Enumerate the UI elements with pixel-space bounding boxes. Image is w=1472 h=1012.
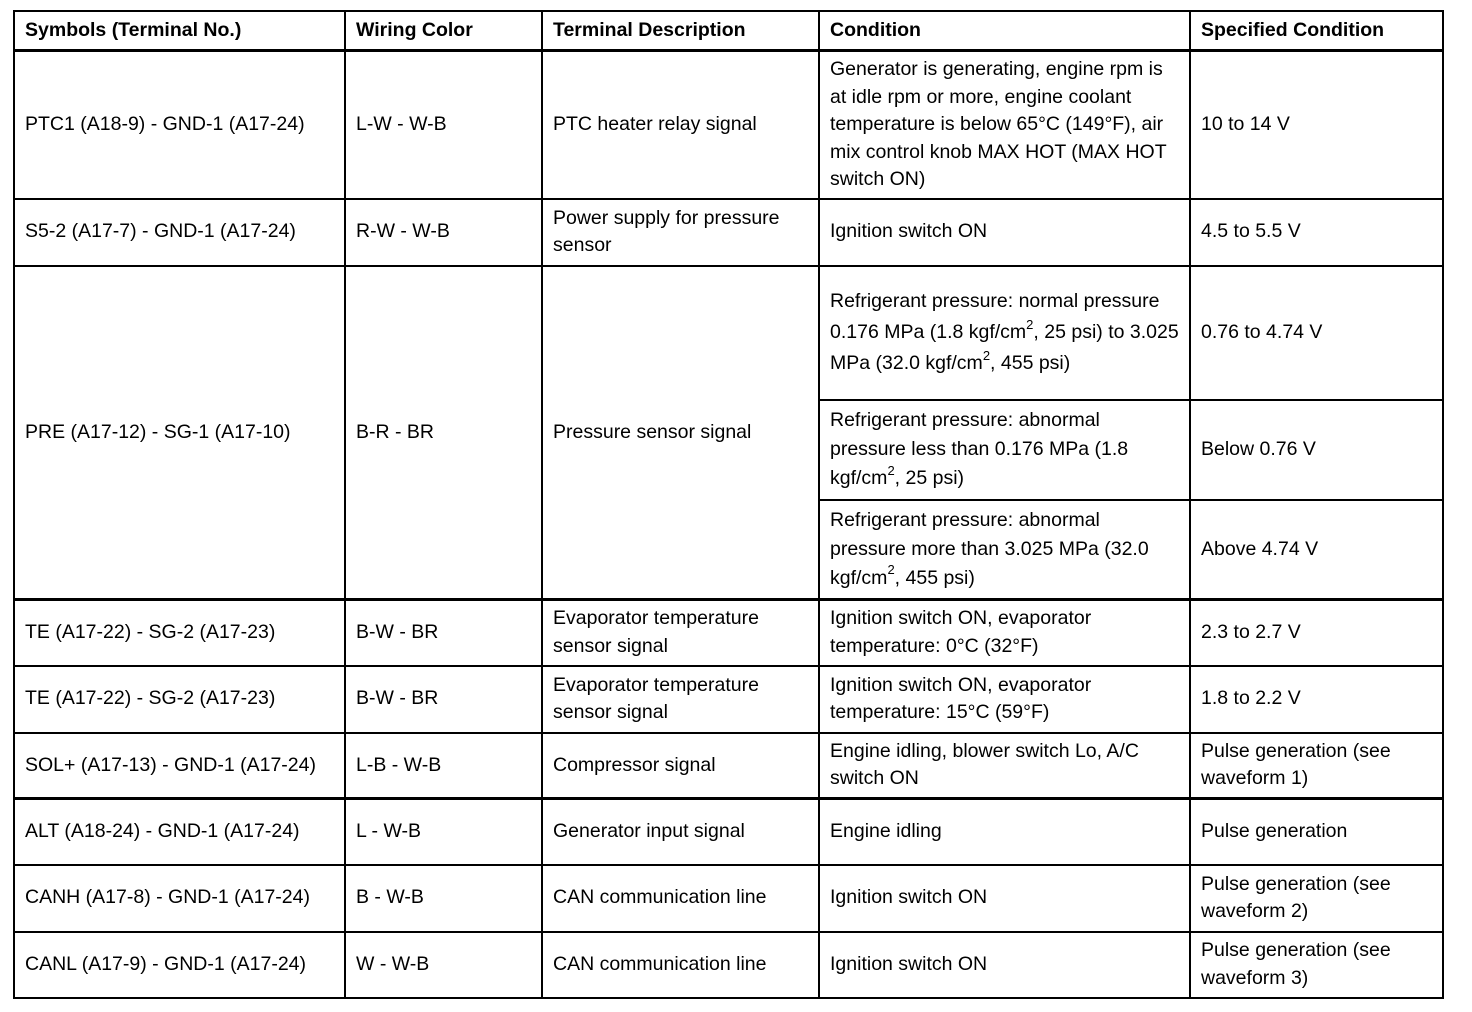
- header-row: [14, 11, 1443, 51]
- cell-symbols: PRE (A17-12) - SG-1 (A17-10): [14, 266, 345, 600]
- cell-terminal-description: PTC heater relay signal: [542, 51, 819, 199]
- cell-wiring-color: L-B - W-B: [345, 733, 542, 799]
- table-row: [14, 932, 1443, 998]
- cell-specified-condition: 1.8 to 2.2 V: [1190, 666, 1443, 733]
- cell-specified-condition: 0.76 to 4.74 V: [1190, 266, 1443, 400]
- cell-specified-condition: 2.3 to 2.7 V: [1190, 600, 1443, 666]
- cell-specified-condition: Above 4.74 V: [1190, 500, 1443, 600]
- cell-condition: [819, 266, 1190, 400]
- cell-condition: [819, 500, 1190, 600]
- table-row: [14, 51, 1443, 199]
- cell-symbols: S5-2 (A17-7) - GND-1 (A17-24): [14, 199, 345, 266]
- condition-text: Refrigerant pressure: abnormal pressure less than 0.176 MPa (1.8 kgf/cm: [830, 409, 1129, 489]
- condition-text: , 25 psi) to 3.025 MPa (32.0 kgf/cm: [830, 321, 1179, 374]
- cell-symbols: TE (A17-22) - SG-2 (A17-23): [14, 666, 345, 733]
- cell-condition: Engine idling, blower switch Lo, A/C switch ON: [819, 733, 1190, 799]
- cell-condition: Ignition switch ON: [819, 865, 1190, 932]
- condition-text: , 25 psi): [894, 467, 965, 489]
- cell-condition: [819, 400, 1190, 500]
- cell-condition: Engine idling: [819, 799, 1190, 865]
- table-row: [14, 266, 1443, 400]
- cell-specified-condition: Below 0.76 V: [1190, 400, 1443, 500]
- superscript: 2: [982, 347, 991, 363]
- superscript: 2: [887, 462, 895, 478]
- cell-wiring-color: R-W - W-B: [345, 199, 542, 266]
- cell-wiring-color: B-W - BR: [345, 666, 542, 733]
- cell-wiring-color: L - W-B: [345, 799, 542, 865]
- cell-terminal-description: CAN communication line: [542, 932, 819, 998]
- cell-terminal-description: Evaporator temperature sensor signal: [542, 666, 819, 733]
- cell-wiring-color: B-W - BR: [345, 600, 542, 666]
- table-row: [14, 799, 1443, 865]
- cell-symbols: CANH (A17-8) - GND-1 (A17-24): [14, 865, 345, 932]
- cell-symbols: TE (A17-22) - SG-2 (A17-23): [14, 600, 345, 666]
- table-row: [14, 666, 1443, 733]
- cell-terminal-description: Evaporator temperature sensor signal: [542, 600, 819, 666]
- cell-specified-condition: Pulse generation: [1190, 799, 1443, 865]
- cell-symbols: SOL+ (A17-13) - GND-1 (A17-24): [14, 733, 345, 799]
- cell-specified-condition: 4.5 to 5.5 V: [1190, 199, 1443, 266]
- cell-specified-condition: Pulse generation (see waveform 1): [1190, 733, 1443, 799]
- cell-condition: Ignition switch ON, evaporator temperature: 0°C (32°F): [819, 600, 1190, 666]
- cell-specified-condition: 10 to 14 V: [1190, 51, 1443, 199]
- condition-text: Refrigerant pressure: abnormal pressure more than 3.025 MPa (32.0 kgf/cm: [830, 508, 1149, 589]
- terminal-spec-table: [13, 10, 1444, 999]
- cell-condition: Ignition switch ON: [819, 199, 1190, 266]
- header-terminal-description: Terminal Description: [542, 11, 819, 51]
- superscript: 2: [887, 562, 895, 578]
- table-row: [14, 600, 1443, 666]
- table-row: [14, 865, 1443, 932]
- cell-condition: Ignition switch ON: [819, 932, 1190, 998]
- condition-text: , 455 psi): [990, 352, 1071, 374]
- cell-condition: Generator is generating, engine rpm is at idle rpm or more, engine coolant temperature is below 65°C (149°F), air mix control knob MAX HOT (MAX HOT switch ON): [819, 51, 1190, 199]
- header-wiring-color: Wiring Color: [345, 11, 542, 51]
- cell-specified-condition: Pulse generation (see waveform 2): [1190, 865, 1443, 932]
- header-condition: Condition: [819, 11, 1190, 51]
- cell-terminal-description: CAN communication line: [542, 865, 819, 932]
- header-symbols: Symbols (Terminal No.): [14, 11, 345, 51]
- cell-terminal-description: Pressure sensor signal: [542, 266, 819, 600]
- cell-terminal-description: Power supply for pressure sensor: [542, 199, 819, 266]
- cell-specified-condition: Pulse generation (see waveform 3): [1190, 932, 1443, 998]
- cell-symbols: CANL (A17-9) - GND-1 (A17-24): [14, 932, 345, 998]
- cell-wiring-color: B-R - BR: [345, 266, 542, 600]
- cell-condition: Ignition switch ON, evaporator temperature: 15°C (59°F): [819, 666, 1190, 733]
- cell-terminal-description: Generator input signal: [542, 799, 819, 865]
- table-row: [14, 733, 1443, 799]
- condition-text: , 455 psi): [894, 566, 975, 589]
- cell-wiring-color: B - W-B: [345, 865, 542, 932]
- table-row: [14, 199, 1443, 266]
- cell-symbols: PTC1 (A18-9) - GND-1 (A17-24): [14, 51, 345, 199]
- cell-symbols: ALT (A18-24) - GND-1 (A17-24): [14, 799, 345, 865]
- cell-wiring-color: L-W - W-B: [345, 51, 542, 199]
- cell-wiring-color: W - W-B: [345, 932, 542, 998]
- header-specified-condition: Specified Condition: [1190, 11, 1443, 51]
- superscript: 2: [1026, 316, 1034, 332]
- cell-terminal-description: Compressor signal: [542, 733, 819, 799]
- condition-text: Refrigerant pressure: normal pressure 0.176 MPa (1.8 kgf/cm: [830, 290, 1160, 343]
